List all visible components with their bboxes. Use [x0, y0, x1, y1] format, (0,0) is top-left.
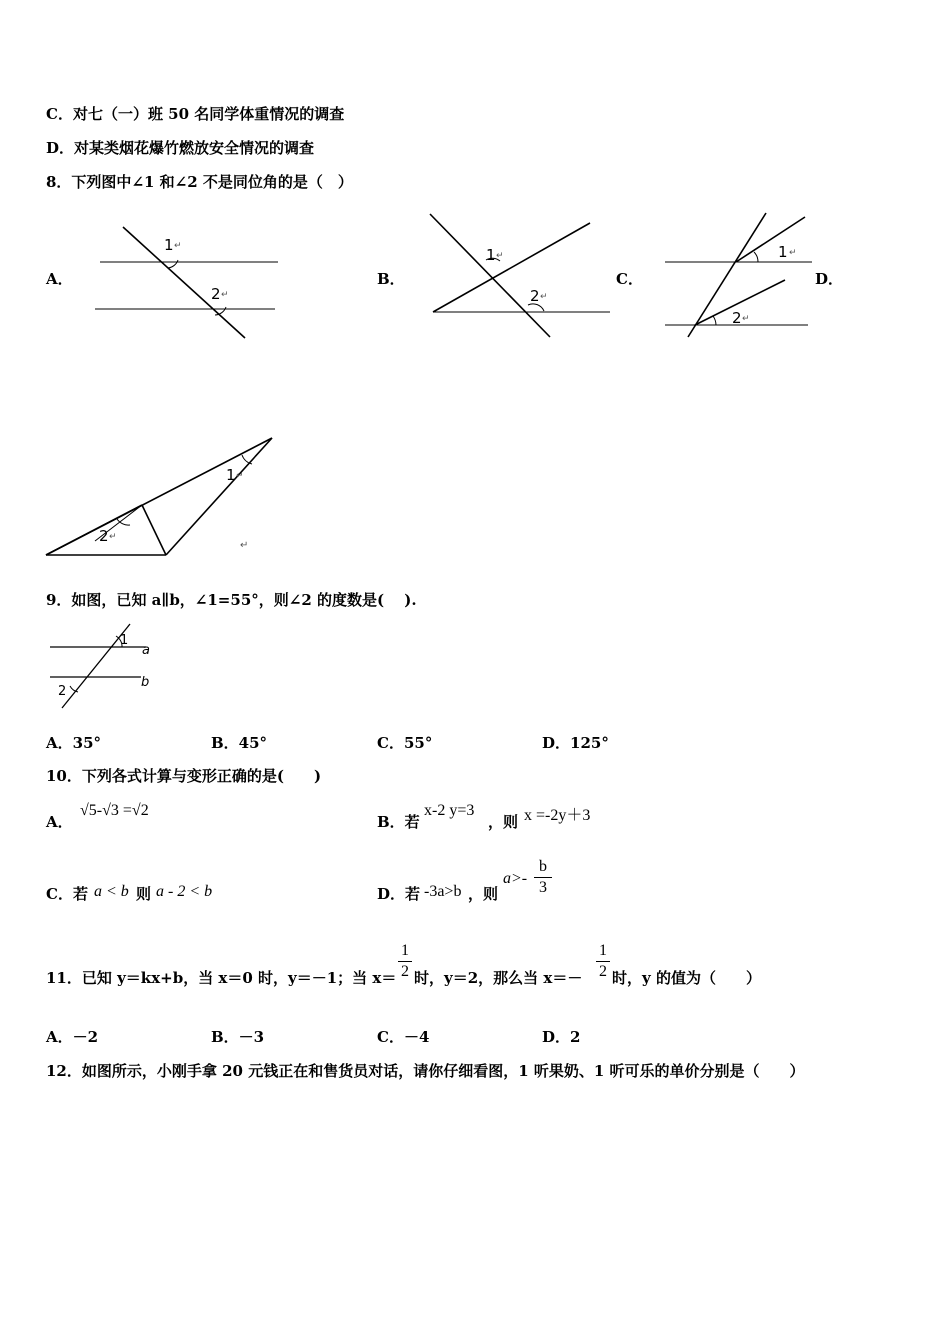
return-mark: ↵ [742, 314, 750, 324]
q11-stem-part2: 时，y＝2，那么当 x＝－ [414, 969, 583, 987]
q10-option-d-fraction [534, 858, 552, 897]
fraction-numerator: b [539, 858, 547, 875]
q11-option-b: B．－3 [211, 1028, 265, 1046]
return-mark: ↵ [174, 241, 182, 251]
q11-stem-part1: 11．已知 y＝kx+b，当 x＝0 时，y＝－1；当 x＝ [46, 969, 397, 987]
q8-option-b-label: B． [377, 270, 405, 288]
q10-option-b-cond: x-2 y=3 [424, 802, 475, 819]
fraction-denominator: 2 [599, 963, 607, 980]
angle-1-label: 1 [486, 246, 496, 264]
q9-figure [46, 620, 166, 715]
q11-option-d: D．2 [542, 1028, 581, 1046]
return-mark: ↵ [240, 540, 249, 551]
q10-option-c-label: C．若 [46, 885, 88, 903]
q8-option-c-label: C． [616, 270, 643, 288]
q8-figure-c [650, 205, 815, 340]
return-mark: ↵ [789, 248, 797, 258]
q7-option-d: D．对某类烟花爆竹燃放安全情况的调查 [46, 139, 315, 157]
q10-option-b-result: x =-2y＋3 [524, 807, 591, 824]
angle-2-label: 2 [732, 309, 742, 327]
q9-stem: 9．如图，已知 a∥b，∠1=55°，则∠2 的度数是( ). [46, 591, 417, 609]
q9-option-b: B．45° [211, 734, 268, 752]
q8-stem: 8．下列图中∠1 和∠2 不是同位角的是（ ） [46, 173, 353, 191]
q8-figure-d [40, 430, 290, 565]
angle-1-label: 1 [120, 633, 129, 648]
q10-option-d-lhs: a>- [503, 870, 528, 887]
return-mark: ↵ [496, 251, 504, 261]
line-b-label: b [141, 675, 150, 690]
q9-option-c: C．55° [377, 734, 433, 752]
q12-stem: 12．如图所示，小刚手拿 20 元钱正在和售货员对话，请你仔细看图，1 听果奶、1 听可乐的单价分别是（ ） [46, 1062, 805, 1080]
angle-2-label: 2 [211, 285, 221, 303]
return-mark: ↵ [221, 290, 229, 300]
angle-2-label: 2 [58, 684, 67, 699]
q11-option-c: C．－4 [377, 1028, 430, 1046]
fraction-numerator: 1 [401, 942, 409, 959]
q8-figure-b [400, 205, 615, 345]
q8-option-a-label: A． [46, 270, 73, 288]
q10-option-a-label: A． [46, 813, 73, 831]
return-mark: ↵ [236, 471, 244, 481]
q11-option-a: A．－2 [46, 1028, 99, 1046]
angle-1-label: 1 [164, 236, 174, 254]
q8-option-d-label: D． [815, 270, 844, 288]
q11-stem-part3: 时，y 的值为（ ） [612, 969, 761, 987]
q7-option-c: C．对七（一）班 50 名同学体重情况的调查 [46, 105, 345, 123]
q10-option-c-then: 则 [136, 885, 152, 903]
q9-option-d: D．125° [542, 734, 609, 752]
q10-option-c-result: a - 2 < b [156, 883, 213, 900]
fraction-numerator: 1 [599, 942, 607, 959]
q9-option-a: A．35° [46, 734, 102, 752]
q10-stem: 10．下列各式计算与变形正确的是( ) [46, 767, 322, 785]
angle-1-label: 1 [778, 243, 788, 261]
q10-option-d-label: D．若 [377, 885, 421, 903]
q10-option-d-cond: -3a>b [424, 883, 462, 900]
q10-option-d-then: ，则 [468, 885, 499, 903]
q10-option-a-expr: √5-√3 =√2 [80, 802, 149, 819]
line-a-label: a [142, 643, 150, 658]
q8-figure-a [90, 220, 290, 345]
angle-1-label: 1 [226, 466, 236, 484]
q11-fraction-1 [398, 942, 412, 981]
fraction-denominator: 3 [539, 879, 547, 896]
angle-2-label: 2 [99, 527, 109, 545]
q10-option-b-label: B．若 [377, 813, 420, 831]
return-mark: ↵ [540, 292, 548, 302]
q10-option-c-cond: a < b [94, 883, 129, 900]
angle-2-label: 2 [530, 287, 540, 305]
q11-fraction-2 [596, 942, 610, 981]
q10-option-b-then: ，则 [488, 813, 519, 831]
fraction-denominator: 2 [401, 963, 409, 980]
return-mark: ↵ [109, 532, 117, 542]
